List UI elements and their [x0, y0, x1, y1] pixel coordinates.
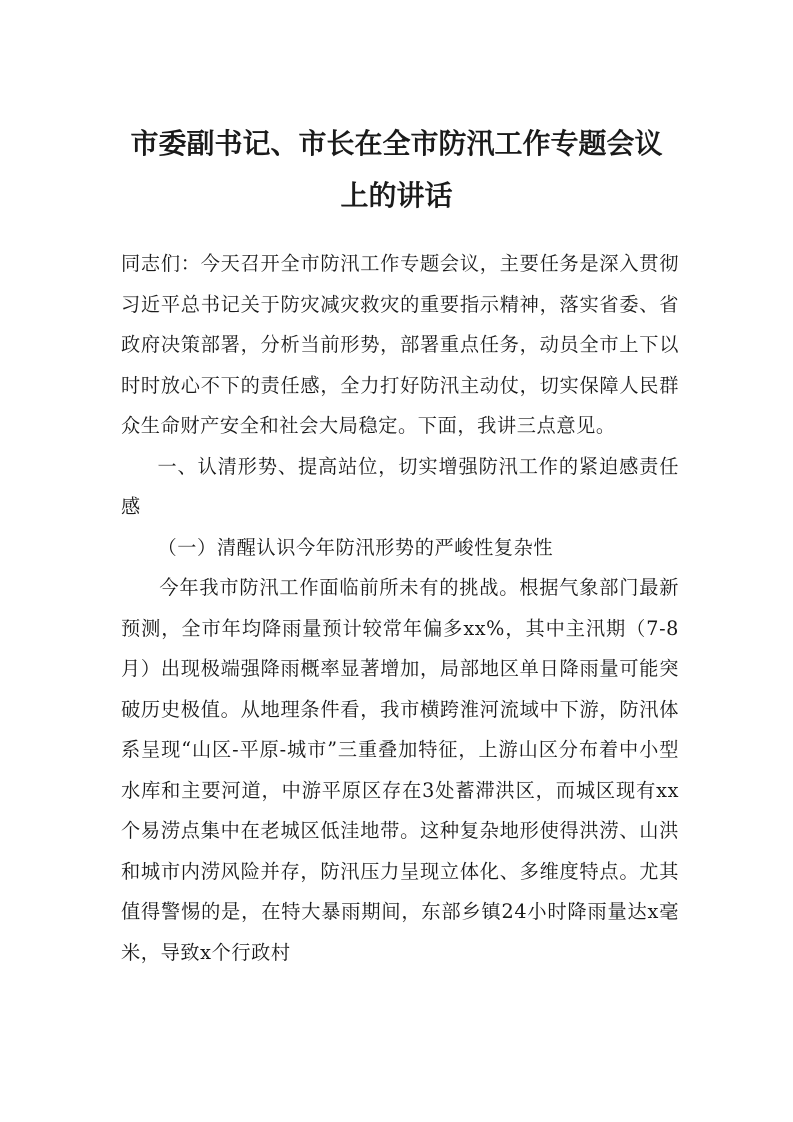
opening-paragraph: 同志们：今天召开全市防汛工作专题会议，主要任务是深入贯彻习近平总书记关于防灾减灾救灾的重要指示精神，落实省委、省政府决策部署，分析当前形势，部署重点任务，动员全市上下以时时放心不下的责任感，全力打好防汛主动仗，切实保障人民群众生命财产安全和社会大局稳定。下面，我讲三点意见。: [121, 252, 679, 437]
document-title-line-2: 上的讲话: [340, 179, 453, 212]
document-body: [121, 244, 679, 973]
body-paragraph: 今年我市防汛工作面临前所未有的挑战。根据气象部门最新预测，全市年均降雨量预计较常年偏多xx%，其中主汛期（7-8月）出现极端强降雨概率显著增加，局部地区单日降雨量可能突破历史极值。从地理条件看，我市横跨淮河流域中下游，防汛体系呈现“山区-平原-城市”三重叠加特征，上游山区分布着中小型水库和主要河道，中游平原区存在3处蓄滞洪区，而城区现有xx个易涝点集中在老城区低洼地带。这种复杂地形使得洪涝、山洪和城市内涝风险并存，防汛压力呈现立体化、多维度特点。尤其值得警惕的是，在特大暴雨期间，东部乡镇24小时降雨量达x毫米，导致x个行政村: [121, 576, 679, 964]
document-title-line-1: 市委副书记、市长在全市防汛工作专题会议: [130, 127, 663, 160]
section-heading-1: 一、认清形势、提高站位，切实增强防汛工作的紧迫感责任感: [121, 454, 679, 518]
subsection-heading-1: （一）清醒认识今年防汛形势的严峻性复杂性: [157, 535, 554, 559]
